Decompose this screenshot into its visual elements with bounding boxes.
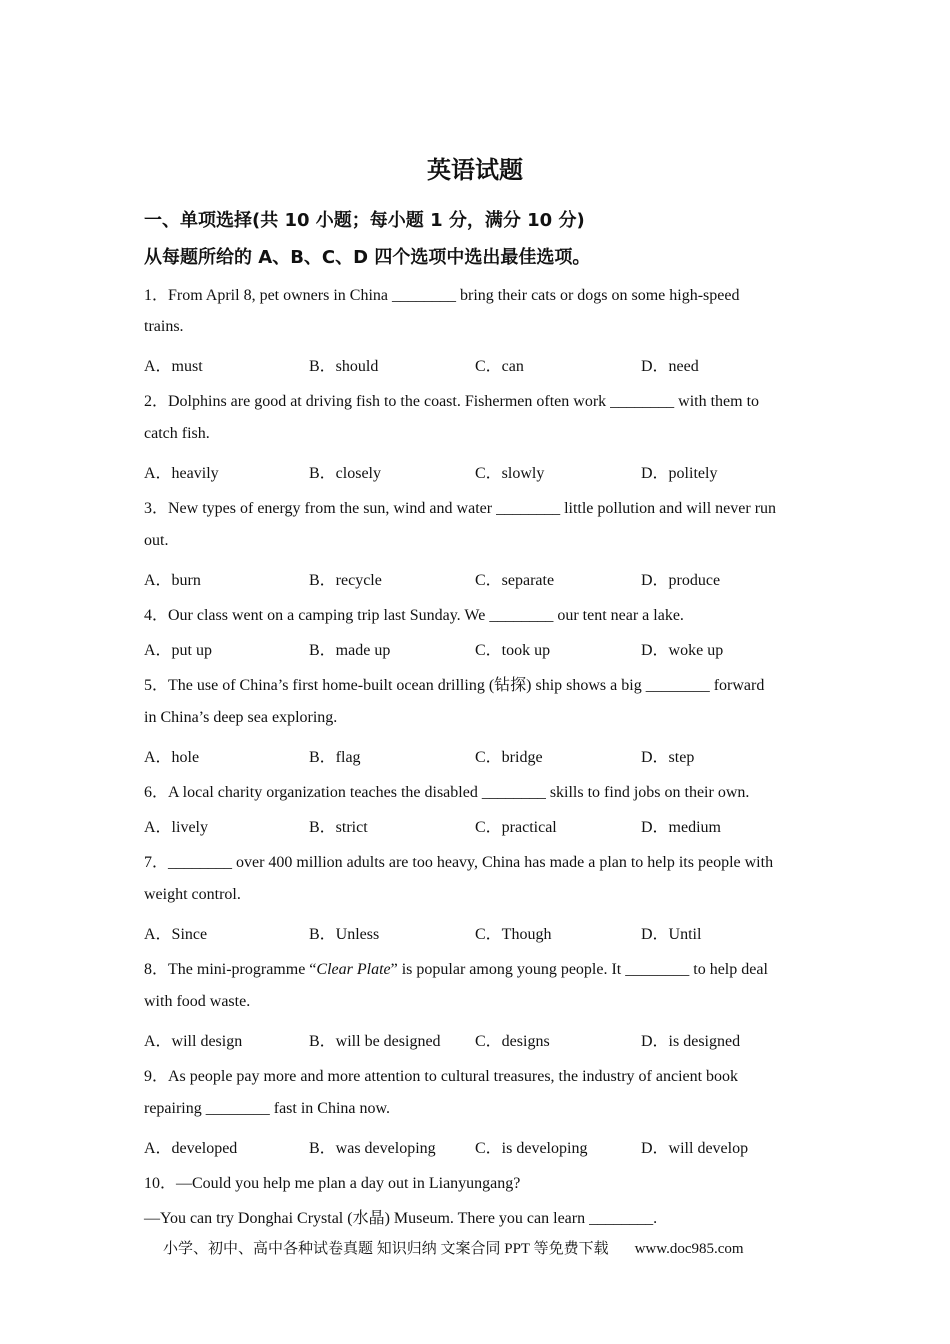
question-7-line-2: weight control. bbox=[144, 886, 241, 903]
option-a: A．must bbox=[144, 358, 203, 375]
question-3-options bbox=[144, 567, 844, 589]
option-c: C．is developing bbox=[475, 1140, 588, 1157]
option-a: A．lively bbox=[144, 819, 208, 836]
page-title: 英语试题 bbox=[427, 156, 523, 184]
option-c: C．bridge bbox=[475, 749, 543, 766]
question-7-line-1: 7．________ over 400 million adults are too heavy, China has made a plan to help its people with bbox=[144, 854, 774, 871]
option-b: B．should bbox=[309, 358, 379, 375]
option-b: B．Unless bbox=[309, 926, 380, 943]
option-d: D．Until bbox=[641, 926, 702, 943]
question-6-options bbox=[144, 814, 844, 836]
question-4-line-1: 4．Our class went on a camping trip last Sunday. We ________ our tent near a lake. bbox=[144, 607, 684, 624]
question-1-options bbox=[144, 353, 844, 375]
question-4-options bbox=[144, 637, 844, 659]
question-8-text-after: ” is popular among young people. It ________ to help deal bbox=[390, 961, 768, 978]
option-c: C．designs bbox=[475, 1033, 550, 1050]
option-d: D．woke up bbox=[641, 642, 724, 659]
option-a: A．will design bbox=[144, 1033, 243, 1050]
question-6-line-1: 6．A local charity organization teaches the disabled ________ skills to find jobs on their own. bbox=[144, 784, 750, 801]
option-a: A．developed bbox=[144, 1140, 238, 1157]
question-1-line-2: trains. bbox=[144, 318, 184, 335]
question-5-line-1: 5．The use of China’s first home-built ocean drilling (钻探) ship shows a big ________ forward bbox=[144, 677, 765, 694]
question-9-options bbox=[144, 1135, 844, 1157]
option-a: A．hole bbox=[144, 749, 200, 766]
option-c: C．slowly bbox=[475, 465, 545, 482]
option-b: B．was developing bbox=[309, 1140, 436, 1157]
option-c: C．Though bbox=[475, 926, 552, 943]
option-d: D．is designed bbox=[641, 1033, 741, 1050]
option-b: B．will be designed bbox=[309, 1033, 441, 1050]
option-b: B．recycle bbox=[309, 572, 382, 589]
option-d: D．need bbox=[641, 358, 699, 375]
option-c: C．took up bbox=[475, 642, 551, 659]
page-footer bbox=[163, 1237, 744, 1258]
question-8-line-2: with food waste. bbox=[144, 993, 251, 1010]
question-8-app-name: Clear Plate bbox=[316, 961, 391, 978]
option-d: D．politely bbox=[641, 465, 718, 482]
question-2-line-1: 2．Dolphins are good at driving fish to the coast. Fishermen often work ________ with them to bbox=[144, 393, 760, 410]
footer-text: 小学、初中、高中各种试卷真题 知识归纳 文案合同 PPT 等免费下载 bbox=[163, 1241, 609, 1257]
option-c: C．practical bbox=[475, 819, 557, 836]
question-2-options bbox=[144, 460, 844, 482]
option-b: B．closely bbox=[309, 465, 381, 482]
option-c: C．separate bbox=[475, 572, 555, 589]
option-a: A．put up bbox=[144, 642, 213, 659]
option-d: D．medium bbox=[641, 819, 721, 836]
option-a: A．Since bbox=[144, 926, 208, 943]
option-b: B．flag bbox=[309, 749, 361, 766]
question-8-options bbox=[144, 1028, 844, 1050]
section-instruction: 从每题所给的 A、B、C、D 四个选项中选出最佳选项。 bbox=[144, 247, 591, 268]
question-9-line-1: 9．As people pay more and more attention to cultural treasures, the industry of ancient book bbox=[144, 1068, 739, 1085]
option-d: D．will develop bbox=[641, 1140, 749, 1157]
question-8-line-1 bbox=[144, 956, 768, 979]
option-d: D．step bbox=[641, 749, 695, 766]
option-b: B．made up bbox=[309, 642, 391, 659]
question-7-options bbox=[144, 921, 844, 943]
option-a: A．burn bbox=[144, 572, 201, 589]
option-b: B．strict bbox=[309, 819, 368, 836]
question-3-line-1: 3．New types of energy from the sun, wind and water ________ little pollution and will never run bbox=[144, 500, 777, 517]
option-c: C．can bbox=[475, 358, 524, 375]
option-a: A．heavily bbox=[144, 465, 219, 482]
question-10-line-1: 10．—Could you help me plan a day out in Lianyungang? bbox=[144, 1175, 521, 1192]
question-2-line-2: catch fish. bbox=[144, 425, 210, 442]
option-d: D．produce bbox=[641, 572, 721, 589]
footer-url[interactable]: www.doc985.com bbox=[634, 1241, 744, 1257]
question-9-line-2: repairing ________ fast in China now. bbox=[144, 1100, 391, 1117]
question-1-line-1: 1．From April 8, pet owners in China ________ bring their cats or dogs on some high-speed bbox=[144, 287, 740, 304]
question-5-options bbox=[144, 744, 844, 766]
question-5-line-2: in China’s deep sea exploring. bbox=[144, 709, 338, 726]
question-8-text-before: 8．The mini-programme “ bbox=[144, 961, 317, 978]
question-10-line-2: —You can try Donghai Crystal (水晶) Museum. There you can learn ________. bbox=[144, 1210, 658, 1227]
section-heading: 一、单项选择(共 10 小题；每小题 1 分，满分 10 分) bbox=[144, 210, 585, 231]
question-3-line-2: out. bbox=[144, 532, 169, 549]
